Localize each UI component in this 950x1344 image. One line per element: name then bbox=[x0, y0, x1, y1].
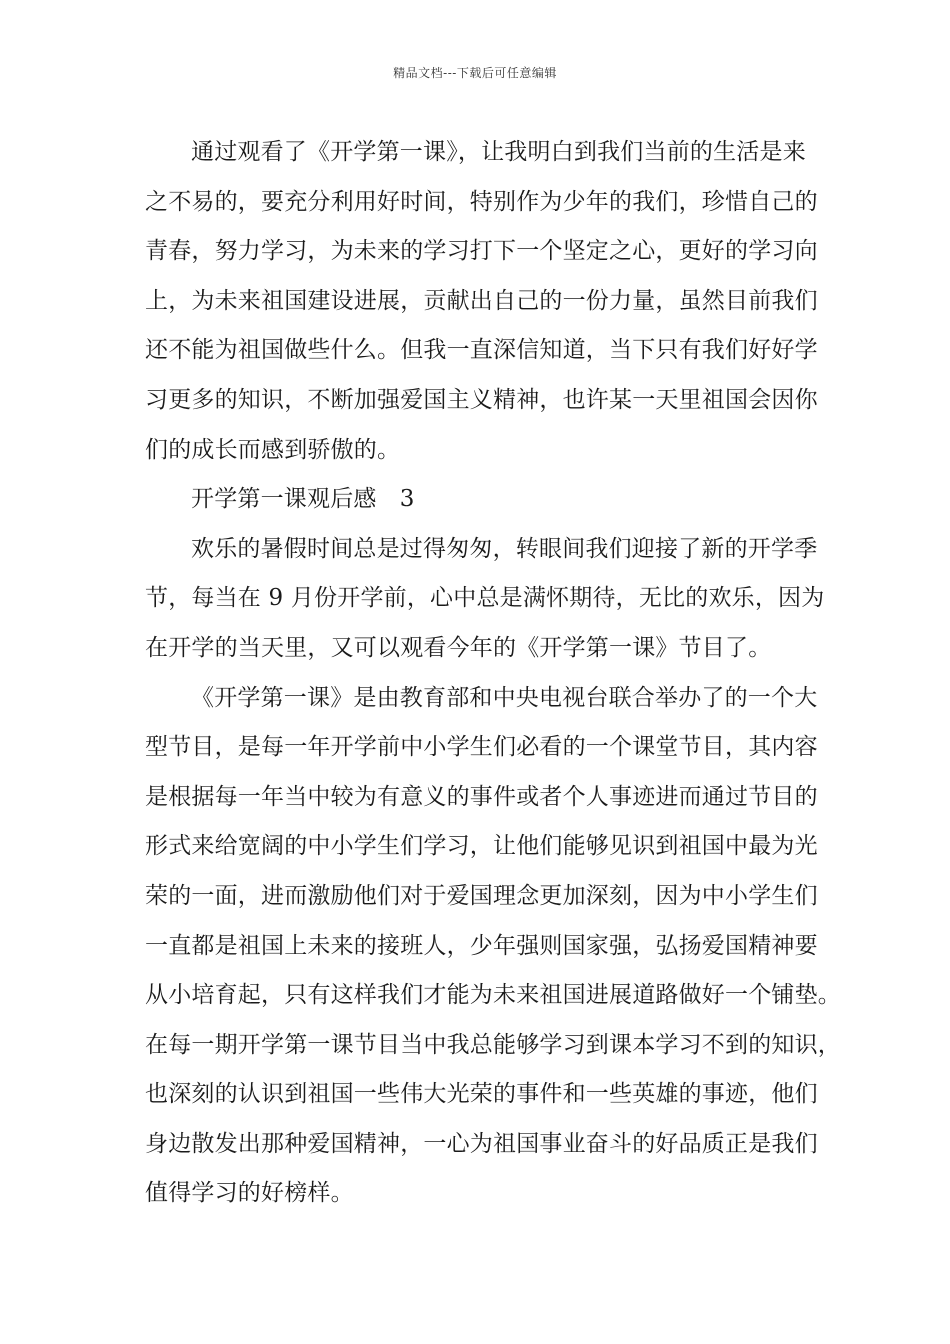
text-line: 型节目，是每一年开学前中小学生们必看的一个课堂节目，其内容 bbox=[145, 734, 818, 761]
text-line: 在开学的当天里，又可以观看今年的《开学第一课》节目了。 bbox=[145, 634, 772, 661]
text-line: 一直都是祖国上未来的接班人，少年强则国家强，弘扬爱国精神要 bbox=[145, 932, 818, 959]
page-header: 精品文档---下载后可任意编辑 bbox=[393, 66, 557, 80]
text-line: 青春，努力学习，为未来的学习打下一个坚定之心，更好的学习向 bbox=[145, 238, 818, 265]
text-line: 通过观看了《开学第一课》，让我明白到我们当前的生活是来 bbox=[191, 139, 806, 165]
text-line: 节，每当在 9 月份开学前，心中总是满怀期待，无比的欢乐，因为 bbox=[145, 585, 825, 612]
text-line: 们的成长而感到骄傲的。 bbox=[145, 436, 401, 463]
text-line: 身边散发出那种爱国精神，一心为祖国事业奋斗的好品质正是我们 bbox=[145, 1130, 818, 1157]
text-line: 也深刻的认识到祖国一些伟大光荣的事件和一些英雄的事迹，他们 bbox=[145, 1081, 818, 1108]
text-line: 还不能为祖国做些什么。但我一直深信知道，当下只有我们好好学 bbox=[145, 337, 818, 364]
text-line: 形式来给宽阔的中小学生们学习，让他们能够见识到祖国中最为光 bbox=[145, 833, 818, 860]
section-heading: 开学第一课观后感 3 bbox=[191, 486, 415, 513]
text-line: 在每一期开学第一课节目当中我总能够学习到课本学习不到的知识， bbox=[145, 1031, 841, 1058]
text-line: 《开学第一课》是由教育部和中央电视台联合举办了的一个大 bbox=[191, 684, 818, 711]
text-line: 习更多的知识，不断加强爱国主义精神，也许某一天里祖国会因你 bbox=[145, 386, 818, 413]
text-line: 值得学习的好榜样。 bbox=[145, 1180, 354, 1207]
text-line: 之不易的，要充分利用好时间，特别作为少年的我们，珍惜自己的 bbox=[145, 188, 818, 215]
text-line: 欢乐的暑假时间总是过得匆匆，转眼间我们迎接了新的开学季 bbox=[191, 535, 818, 562]
text-line: 是根据每一年当中较为有意义的事件或者个人事迹进而通过节目的 bbox=[145, 783, 818, 810]
text-line: 荣的一面，进而激励他们对于爱国理念更加深刻，因为中小学生们 bbox=[145, 882, 818, 909]
text-line: 上，为未来祖国建设进展，贡献出自己的一份力量，虽然目前我们 bbox=[145, 287, 818, 314]
document-body bbox=[145, 128, 841, 1219]
text-line: 从小培育起，只有这样我们才能为未来祖国进展道路做好一个铺垫。 bbox=[145, 982, 841, 1009]
